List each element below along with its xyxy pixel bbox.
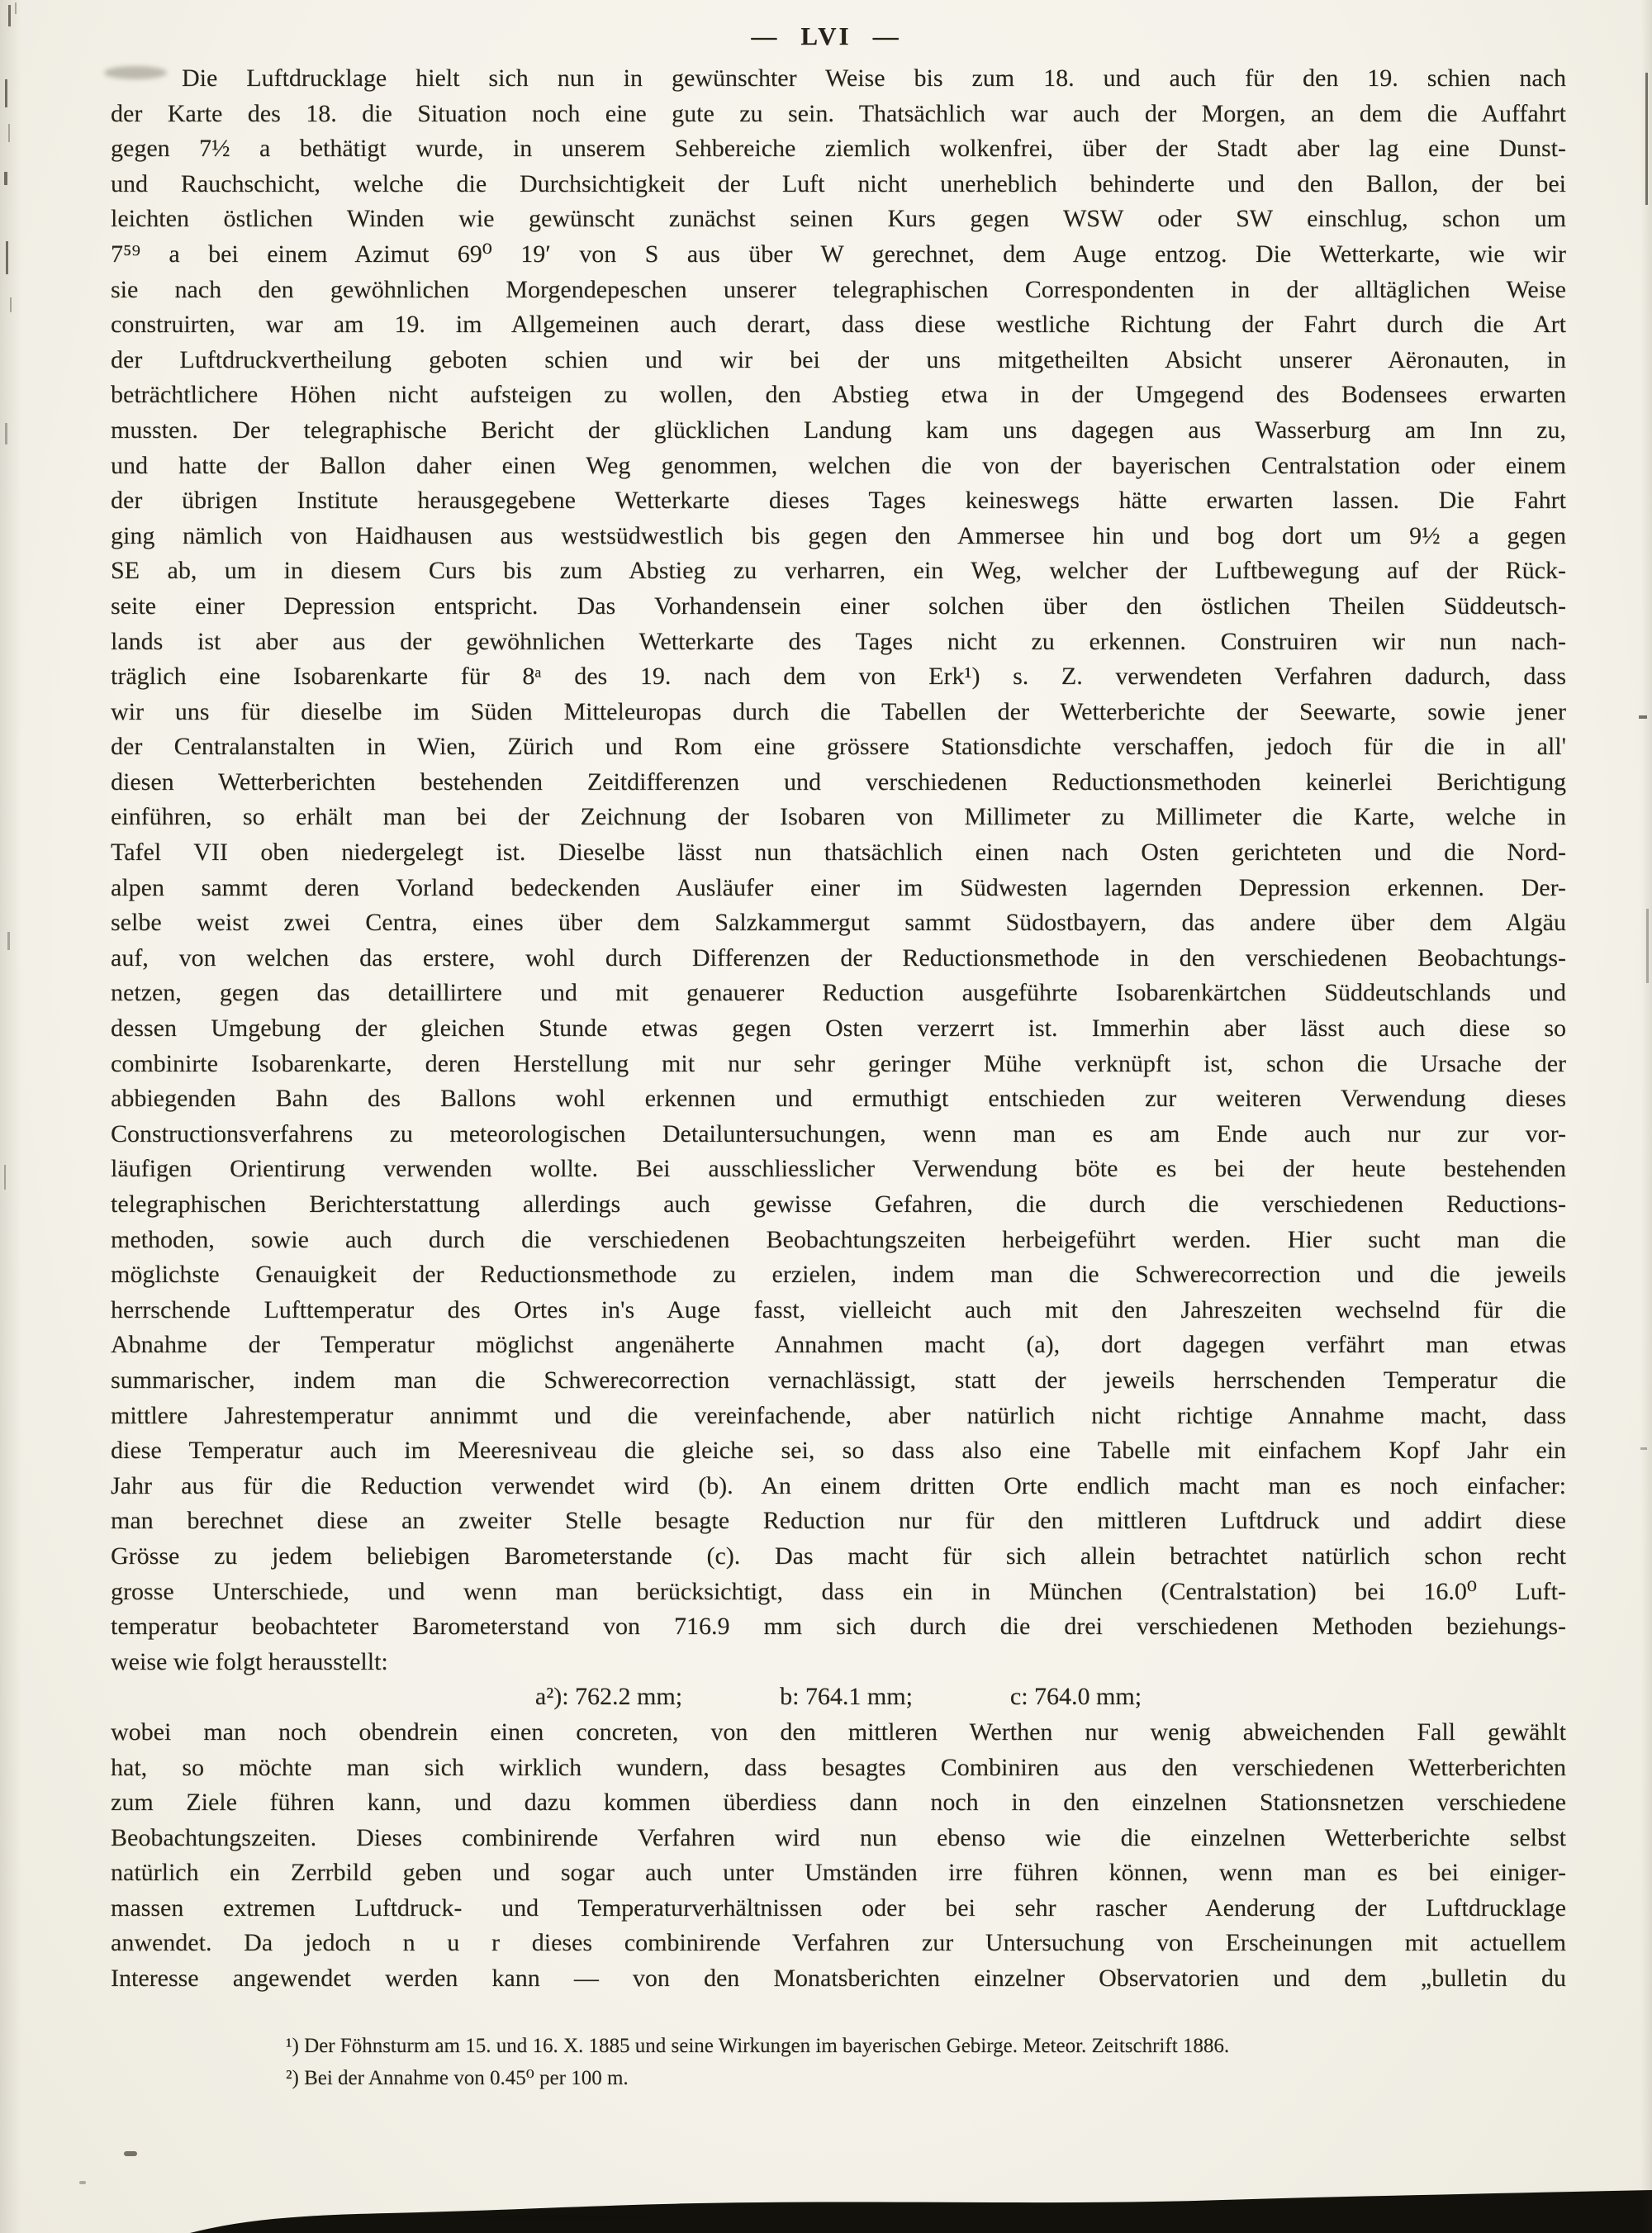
text-line: herrschende Lufttemperatur des Ortes in's Auge fasst, vielleicht auch mit den Jahreszeiten wechselnd für die — [111, 1295, 1566, 1323]
text-line: selbe weist zwei Centra, eines über dem Salzkammergut sammt Südostbayern, das andere über dem Algäu — [111, 909, 1566, 937]
text-line: und Rauchschicht, welche die Durchsichtigkeit der Luft nicht unerheblich behinderte und den Ballon, der bei — [111, 169, 1566, 197]
text-line: construirten, war am 19. im Allgemeinen auch derart, dass diese westliche Richtung der Fahrt durch die Art — [111, 311, 1566, 339]
text-line: hat, so möchte man sich wirklich wundern, dass besagtes Combiniren aus den verschiedenen Wetterberichten — [111, 1753, 1566, 1781]
text-line: Abnahme der Temperatur möglichst angenäherte Annahmen macht (a), dort dagegen verfährt man etwas — [111, 1331, 1566, 1359]
scan-speck — [8, 5, 11, 26]
text-line: gegen 7½ a bethätigt wurde, in unserem Sehbereiche ziemlich wolkenfrei, über der Stadt aber lag eine Dunst- — [111, 135, 1566, 163]
scan-bottom-edge — [0, 2175, 1652, 2233]
text-line: diesen Wetterberichten bestehenden Zeitdifferenzen und verschiedenen Reductionsmethoden keinerlei Berichtigung — [111, 767, 1566, 796]
text-line: temperatur beobachteter Barometerstand von 716.9 mm sich durch die drei verschiedenen Methoden beziehungs- — [111, 1613, 1566, 1641]
text-line: 7⁵⁹ a bei einem Azimut 69⁰ 19′ von S aus über W gerechnet, dem Auge entzog. Die Wetterkarte, wie wir — [111, 240, 1566, 268]
text-line: SE ab, um in diesem Curs bis zum Abstieg zu verharren, ein Weg, welcher der Luftbewegung auf der Rück- — [111, 557, 1566, 585]
text-line: dessen Umgebung der gleichen Stunde etwas gegen Osten verzerrt ist. Immerhin aber lässt auch diese so — [111, 1014, 1566, 1043]
text-line: Tafel VII oben niedergelegt ist. Dieselbe lässt nun thatsächlich einen nach Osten gerichteten und die Nord- — [111, 839, 1566, 867]
scan-speck — [4, 1165, 6, 1190]
text-line: der übrigen Institute herausgegebene Wetterkarte dieses Tages keineswegs hätte erwarten lassen. Die Fahrt — [111, 487, 1566, 515]
formula-line — [111, 1680, 1566, 1715]
text-line: seite einer Depression entspricht. Das Vorhandensein einer solchen über den östlichen Theilen Süddeutsch- — [111, 592, 1566, 620]
text-line: Constructionsverfahrens zu meteorologischen Detailuntersuchungen, wenn man es am Ende auch nur zur vor- — [111, 1119, 1566, 1147]
text-line: lands ist aber aus der gewöhnlichen Wetterkarte des Tages nicht zu erkennen. Construiren wir nun nach- — [111, 627, 1566, 655]
text-line: Die Luftdrucklage hielt sich nun in gewünschter Weise bis zum 18. und auch für den 19. schien nach — [182, 64, 1566, 92]
text-line: einführen, so erhält man bei der Zeichnung der Isobaren von Millimeter zu Millimeter die Karte, welche in — [111, 803, 1566, 831]
footnote-2: ²) Bei der Annahme von 0.45⁰ per 100 m. — [286, 2066, 629, 2089]
formula-value-a: a²): 762.2 mm; — [534, 1683, 683, 1711]
scan-speck — [15, 2, 17, 14]
text-line: zum Ziele führen kann, und dazu kommen überdiess dann noch in den einzelnen Stationsnetzen verschiedene — [111, 1789, 1566, 1817]
paragraph-1 — [111, 61, 1566, 1680]
text-line: wir uns für dieselbe im Süden Mitteleuropas durch die Tabellen der Wetterberichte der Seewarte, sowie jener — [111, 697, 1566, 725]
scan-speck — [7, 932, 10, 950]
text-line: anwendet. Da jedoch n u r dieses combinirende Verfahren zur Untersuchung von Erscheinungen mit actuellem — [111, 1929, 1566, 1957]
page-number — [0, 21, 1652, 51]
text-line: beträchtlichere Höhen nicht aufsteigen zu wollen, den Abstieg etwa in der Umgegend des Bodensees erwarten — [111, 381, 1566, 409]
text-line: diese Temperatur auch im Meeresniveau die gleiche sei, so dass also eine Tabelle mit einfachem Kopf Jahr ein — [111, 1437, 1566, 1465]
body-text — [111, 61, 1566, 2094]
text-line: der Centralanstalten in Wien, Zürich und Rom eine grössere Stationsdichte verschaffen, jedoch für die in all' — [111, 733, 1566, 761]
scan-speck — [6, 241, 8, 274]
text-line: Grösse zu jedem beliebigen Barometerstande (c). Das macht für sich allein betrachtet natürlich schon recht — [111, 1542, 1566, 1570]
scan-speck — [10, 297, 12, 312]
formula-value-b: b: 764.1 mm; — [780, 1683, 913, 1711]
page-number-roman: LVI — [800, 21, 852, 50]
text-line: Beobachtungszeiten. Dieses combinirende Verfahren wird nun ebenso wie die einzelnen Wetterberichte selbst — [111, 1823, 1566, 1851]
text-line: methoden, sowie auch durch die verschiedenen Beobachtungszeiten herbeigeführt werden. Hier sucht man die — [111, 1225, 1566, 1253]
text-line: träglich eine Isobarenkarte für 8ᵃ des 19. nach dem von Erk¹) s. Z. verwendeten Verfahren dadurch, dass — [111, 663, 1566, 691]
text-line: leichten östlichen Winden wie gewünscht zunächst seinen Kurs gegen WSW oder SW einschlug, schon um — [111, 205, 1566, 233]
text-line: sie nach den gewöhnlichen Morgendepeschen unserer telegraphischen Correspondenten in der alltäglichen Weise — [111, 275, 1566, 303]
text-line: alpen sammt deren Vorland bedeckenden Ausläufer einer im Südwesten lagernden Depression erkennen. Der- — [111, 873, 1566, 901]
text-line: ging nämlich von Haidhausen aus westsüdwestlich bis gegen den Ammersee hin und bog dort um 9½ a gegen — [111, 521, 1566, 549]
text-line: netzen, gegen das detaillirtere und mit genauerer Reduction ausgeführte Isobarenkärtchen Süddeutschlands und — [111, 979, 1566, 1007]
scan-smudge — [104, 66, 167, 79]
scan-speck — [124, 2151, 137, 2156]
scan-speck — [1640, 1447, 1647, 1450]
text-line: der Karte des 18. die Situation noch eine gute zu sein. Thatsächlich war auch der Morgen, an dem die Auffahrt — [111, 99, 1566, 127]
page-number-dash-left: — — [751, 21, 780, 50]
formula-value-c: c: 764.0 mm; — [1009, 1683, 1142, 1711]
text-line: natürlich ein Zerrbild geben und sogar auch unter Umständen irre führen können, wenn man es bei einiger- — [111, 1859, 1566, 1887]
text-line: grosse Unterschiede, und wenn man berücksichtigt, dass ein in München (Centralstation) bei 16.0⁰ Luft- — [111, 1577, 1566, 1605]
scan-speck — [4, 172, 7, 185]
text-line: Jahr aus für die Reduction verwendet wird (b). An einem dritten Orte endlich macht man es noch einfacher: — [111, 1471, 1566, 1499]
text-line: Interesse angewendet werden kann — von den Monatsberichten einzelner Observatorien und dem „bulletin du — [111, 1965, 1566, 1993]
paragraph-2 — [111, 1715, 1566, 1997]
scan-speck — [5, 79, 7, 107]
scan-speck — [1645, 73, 1648, 205]
text-line: und hatte der Ballon daher einen Weg genommen, welchen die von der bayerischen Centralstation oder einem — [111, 451, 1566, 479]
text-line: auf, von welchen das erstere, wohl durch Differenzen der Reductionsmethode in den verschiedenen Beobachtungs- — [111, 943, 1566, 972]
text-line: abbiegenden Bahn des Ballons wohl erkennen und ermuthigt entschieden zur weiteren Verwendung dieses — [111, 1085, 1566, 1113]
scan-speck — [1639, 715, 1647, 719]
text-line: telegraphischen Berichterstattung allerdings auch gewisse Gefahren, die durch die verschiedenen Reductions- — [111, 1190, 1566, 1218]
text-line: summarischer, indem man die Schwerecorrection vernachlässigt, statt der jeweils herrschenden Temperatur die — [111, 1366, 1566, 1394]
footnotes — [111, 2030, 1566, 2094]
text-line: möglichste Genauigkeit der Reductionsmethode zu erzielen, indem man die Schwerecorrection und die jeweils — [111, 1261, 1566, 1289]
text-line: der Luftdruckvertheilung geboten schien und wir bei der uns mitgetheilten Absicht unserer Aëronauten, in — [111, 345, 1566, 373]
footnote-1: ¹) Der Föhnsturm am 15. und 16. X. 1885 und seine Wirkungen im bayerischen Gebirge. Meteor. Zeitschrift 1886. — [286, 2034, 1230, 2057]
text-line: combinirte Isobarenkarte, deren Herstellung mit nur sehr geringer Mühe verknüpft ist, schon die Ursache der — [111, 1049, 1566, 1077]
text-line: massen extremen Luftdruck- und Temperaturverhältnissen oder bei sehr rascher Aenderung der Luftdrucklage — [111, 1893, 1566, 1922]
page-number-dash-right: — — [872, 21, 901, 50]
text-line: mittlere Jahrestemperatur annimmt und die vereinfachende, aber natürlich nicht richtige Annahme macht, dass — [111, 1401, 1566, 1429]
scan-speck — [8, 124, 10, 142]
scan-speck — [1646, 909, 1649, 983]
text-line: wobei man noch obendrein einen concreten, von den mittleren Werthen nur wenig abweichenden Fall gewählt — [111, 1718, 1566, 1746]
text-line: man berechnet diese an zweiter Stelle besagte Reduction nur für den mittleren Luftdruck und addirt diese — [111, 1507, 1566, 1535]
scan-speck — [5, 423, 7, 444]
text-line: läufigen Orientirung verwenden wollte. Bei ausschliesslicher Verwendung böte es bei der heute bestehenden — [111, 1155, 1566, 1183]
text-line: weise wie folgt herausstellt: — [111, 1647, 388, 1675]
text-line: mussten. Der telegraphische Bericht der glücklichen Landung kam uns dagegen aus Wasserburg am Inn zu, — [111, 416, 1566, 444]
